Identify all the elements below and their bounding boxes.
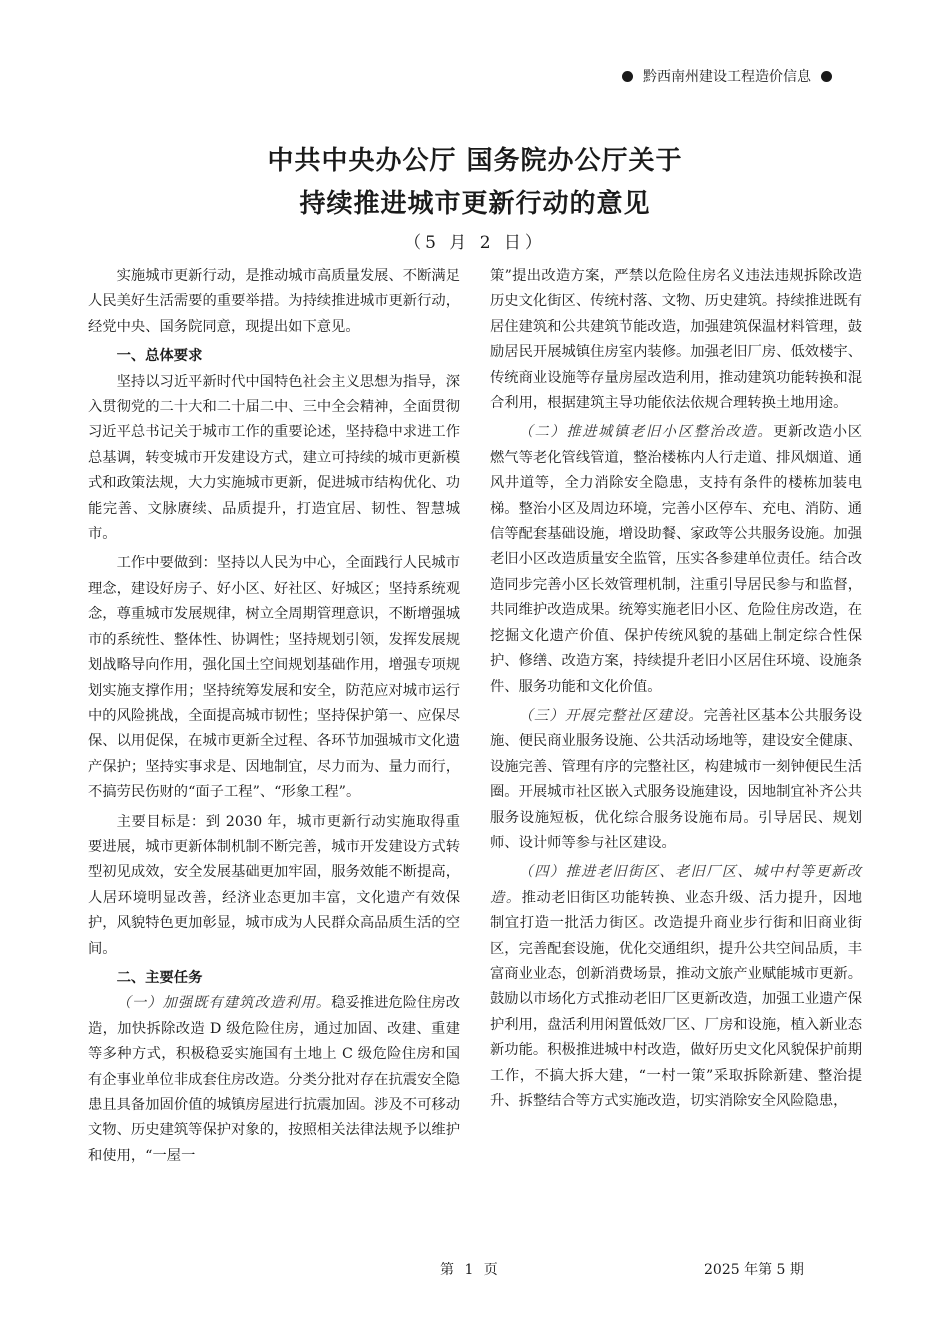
subsection-label: （二）推进城镇老旧小区整治改造。 — [518, 424, 774, 441]
continued-paragraph: 策”提出改造方案，严禁以危险住房名义违法违规拆除改造历史文化街区、传统村落、文物、历史建筑。持续推进既有居住建筑和公共建筑节能改造，加强建筑保温材料管理，鼓励居民开展城镇住房室内装修。加强老旧厂房、低效楼宇、传统商业设施等存量房屋改造利用，推动建筑功能转换和混合利用，根据建筑主导功能依法依规合理转换土地用途。 — [490, 268, 862, 412]
right-column — [490, 264, 862, 1114]
left-column — [88, 264, 460, 1169]
subsection-3 — [490, 704, 862, 856]
subsection-label: （一）加强既有建筑改造利用。 — [116, 995, 332, 1012]
subsection-2 — [490, 420, 862, 699]
paragraph: 工作中要做到：坚持以人民为中心，全面践行人民城市理念，建设好房子、好小区、好社区、好城区；坚持系统观念，尊重城市发展规律，树立全周期管理意识，不断增强城市的系统性、整体性、协调性；坚持规划引领，发挥发展规划战略导向作用，强化国土空间规划基础作用，增强专项规划实施支撑作用；坚持统筹发展和安全，防范应对城市运行中的风险挑战，全面提高城市韧性；坚持保护第一、应保尽保、以用促保，在城市更新全过程、各环节加强城市文化遗产保护；坚持实事求是、因地制宜，尽力而为、量力而行，不搞劳民伤财的“面子工程”、“形象工程”。 — [88, 555, 460, 801]
section-heading-1: 一、总体要求 — [116, 348, 203, 365]
bullet-dot-icon — [622, 71, 633, 82]
subsection-text: 更新改造小区燃气等老化管线管道，整治楼栋内人行走道、排风烟道、通风井道等，全力消除安全隐患，支持有条件的楼栋加装电梯。整治小区及周边环境，完善小区停车、充电、消防、通信等配套基础设施，增设助餐、家政等公共服务设施。加强老旧小区改造质量安全监管，压实各参建单位责任。结合改造同步完善小区长效管理机制，注重引导居民参与和监督，共同维护改造成果。统筹实施老旧小区、危险住房改造，在挖掘文化遗产价值、保护传统风貌的基础上制定综合性保护、修缮、改造方案，持续提升老旧小区居住环境、设施条件、服务功能和文化价值。 — [490, 424, 863, 695]
page-number: 第 1 页 — [440, 1262, 501, 1278]
section-heading-2: 二、主要任务 — [116, 969, 203, 986]
subsection-text: 完善社区基本公共服务设施、便民商业服务设施、公共活动场地等，建设安全健康、设施完善、管理有序的完整社区，构建城市一刻钟便民生活圈。开展城市社区嵌入式服务设施建设，因地制宜补齐公共服务设施短板，优化综合服务设施布局。引导居民、规划师、设计师等参与社区建设。 — [490, 707, 862, 851]
subsection-1 — [88, 991, 460, 1169]
title-line-2: 持续推进城市更新行动的意见 — [299, 189, 651, 219]
subsection-text: 推动老旧街区功能转换、业态升级、活力提升，因地制宜打造一批活力街区。改造提升商业步行街和旧商业街区，完善配套设施，优化交通组织，提升公共空间品质，丰富商业业态，创新消费场景，推动文旅产业赋能城市更新。鼓励以市场化方式推动老旧厂区更新改造，加强工业遗产保护利用，盘活利用闲置低效厂区、厂房和设施，植入新业态新功能。积极推进城中村改造，做好历史文化风貌保护前期工作，不搞大拆大建，“一村一策”采取拆除新建、整治提升、拆整结合等方式实施改造，切实消除安全风险隐患， — [490, 889, 863, 1109]
subsection-label: （四）推进老旧街区、老旧厂区、城中村等更新改造。 — [490, 864, 862, 906]
publication-name: 黔西南州建设工程造价信息 — [643, 69, 811, 85]
title-line-1: 中共中央办公厅 国务院办公厅关于 — [267, 146, 683, 176]
subsection-text: 稳妥推进危险住房改造，加快拆除改造 D 级危险住房，通过加固、改建、重建等多种方式，积极稳妥实施国有土地上 C 级危险住房和国有企事业单位非成套住房改造。分类分批对存在抗震安全隐患且具备加固价值的城镇房屋进行抗震加固。涉及不可移动文物、历史建筑等保护对象的，按照相关法律法规予以维护和使用，“一屋一 — [88, 995, 461, 1164]
paragraph: 坚持以习近平新时代中国特色社会主义思想为指导，深入贯彻党的二十大和二十届二中、三中全会精神，全面贯彻习近平总书记关于城市工作的重要论述，坚持稳中求进工作总基调，转变城市开发建设方式，建立可持续的城市更新模式和政策法规，大力实施城市更新，促进城市结构优化、功能完善、文脉赓续、品质提升，打造宜居、韧性、智慧城市。 — [88, 373, 460, 543]
subsection-4 — [490, 860, 862, 1114]
bullet-dot-icon — [821, 71, 832, 82]
running-header — [622, 66, 832, 86]
issue-number: 2025 年第 5 期 — [704, 1262, 804, 1278]
paragraph: 主要目标是：到 2030 年，城市更新行动实施取得重要进展，城市更新体制机制不断完善，城市开发建设方式转型初见成效，安全发展基础更加牢固，服务效能不断提高，人居环境明显改善，经济业态更加丰富，文化遗产有效保护，风貌特色更加彰显，城市成为人民群众高品质生活的空间。 — [88, 813, 460, 957]
document-date: （5 月 2 日） — [404, 233, 546, 253]
intro-paragraph: 实施城市更新行动，是推动城市高质量发展、不断满足人民美好生活需要的重要举措。为持续推进城市更新行动，经党中央、国务院同意，现提出如下意见。 — [88, 268, 460, 335]
subsection-label: （三）开展完整社区建设。 — [518, 707, 704, 724]
